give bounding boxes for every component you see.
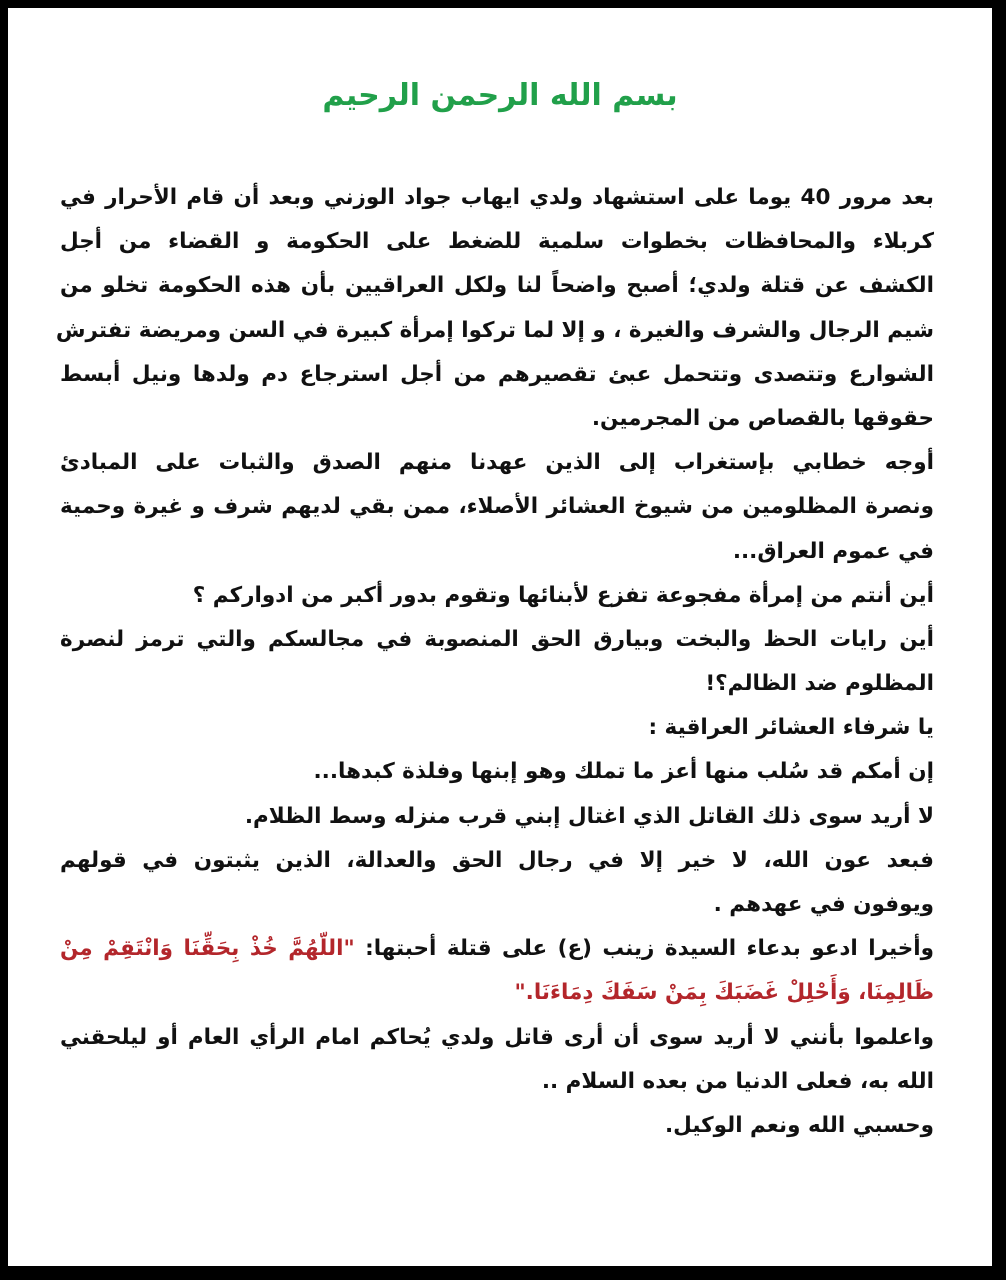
text-line <box>60 1060 934 1104</box>
text-line <box>60 220 934 264</box>
text-line-content: الشوارع وتتصدى وتتحمل عبئ تقصيرهم من أجل استرجاع دم ولدها ونيل أبسط <box>60 361 934 387</box>
text-line <box>60 530 934 574</box>
text-line <box>60 353 934 397</box>
text-line <box>60 1016 934 1060</box>
text-line-content: المظلوم ضد الظالم؟! <box>705 671 934 697</box>
text-line <box>60 839 934 883</box>
text-line <box>60 1104 934 1148</box>
text-line-content: وحسبي الله ونعم الوكيل. <box>665 1112 934 1138</box>
text-line-content: بعد مرور 40 يوما على استشهاد ولدي ايهاب جواد الوزني وبعد أن قام الأحرار في <box>60 185 935 210</box>
text-line-content: في عموم العراق... <box>732 538 934 564</box>
text-line-content: كربلاء والمحافظات بخطوات سلمية للضغط على الحكومة و القضاء من أجل <box>60 229 934 255</box>
document-body <box>55 176 935 1148</box>
text-line <box>60 485 934 529</box>
text-line <box>55 309 934 353</box>
text-line-content: أين أنتم من إمرأة مفجوعة تفزع لأبنائها وتقوم بدور أكبر من ادواركم ؟ <box>192 582 934 608</box>
text-line <box>60 662 934 706</box>
text-line <box>60 397 934 441</box>
text-line-content: ونصرة المظلومين من شيوخ العشائر الأصلاء، ممن بقي لديهم شرف و غيرة وحمية <box>60 494 934 520</box>
text-line <box>60 441 934 485</box>
text-line-content: لا أريد سوى ذلك القاتل الذي اغتال إبني قرب منزله وسط الظلام. <box>244 803 934 829</box>
text-line <box>60 706 934 750</box>
text-line-content: حقوقها بالقصاص من المجرمين. <box>591 405 934 431</box>
document-page <box>8 8 992 1266</box>
text-line <box>60 927 934 971</box>
text-line-content: أوجه خطابي بإستغراب إلى الذين عهدنا منهم الصدق والثبات على المبادئ <box>60 450 934 476</box>
text-line <box>60 176 934 220</box>
text-line-content: يا شرفاء العشائر العراقية : <box>648 715 934 741</box>
text-line <box>60 750 934 794</box>
quote-text: "اللّهُمَّ خُذْ بِحَقِّنَا وَانْتَقِمْ مِنْ <box>60 936 355 962</box>
text-line-content: فبعد عون الله، لا خير إلا في رجال الحق والعدالة، الذين يثبتون في قولهم <box>60 847 934 873</box>
text-line <box>60 574 934 618</box>
text-line-content: الله به، فعلى الدنيا من بعده السلام .. <box>541 1068 934 1094</box>
text-line <box>60 795 934 839</box>
text-line-content: وأخيرا ادعو بدعاء السيدة زينب (ع) على قتلة أحبتها: <box>354 936 934 962</box>
document-title: بسم الله الرحمن الرحيم <box>322 78 678 113</box>
text-line-content: واعلموا بأنني لا أريد سوى أن أرى قاتل ولدي يُحاكم امام الرأي العام أو ليلحقني <box>60 1024 934 1050</box>
text-line <box>60 971 934 1015</box>
text-line-content: الكشف عن قتلة ولدي؛ أصبح واضحاً لنا ولكل العراقيين بأن هذه الحكومة تخلو من <box>60 273 934 299</box>
text-line-content: شيم الرجال والشرف والغيرة ، و إلا لما تركوا إمرأة كبيرة في السن ومريضة تفترش <box>55 317 934 343</box>
text-line-content: ويوفون في عهدهم . <box>713 892 934 917</box>
quote-text: ظَالِمِنَا، وَأَحْلِلْ غَضَبَكَ بِمَنْ سَفَكَ دِمَاءَنَا." <box>514 980 934 1006</box>
text-line <box>60 883 934 927</box>
text-line <box>60 618 934 662</box>
text-line <box>60 264 934 308</box>
text-line-content: إن أمكم قد سُلب منها أعز ما تملك وهو إبنها وفلذة كبدها... <box>313 759 934 785</box>
text-line-content: أين رايات الحظ والبخت وبيارق الحق المنصوبة في مجالسكم والتي ترمز لنصرة <box>60 626 934 652</box>
